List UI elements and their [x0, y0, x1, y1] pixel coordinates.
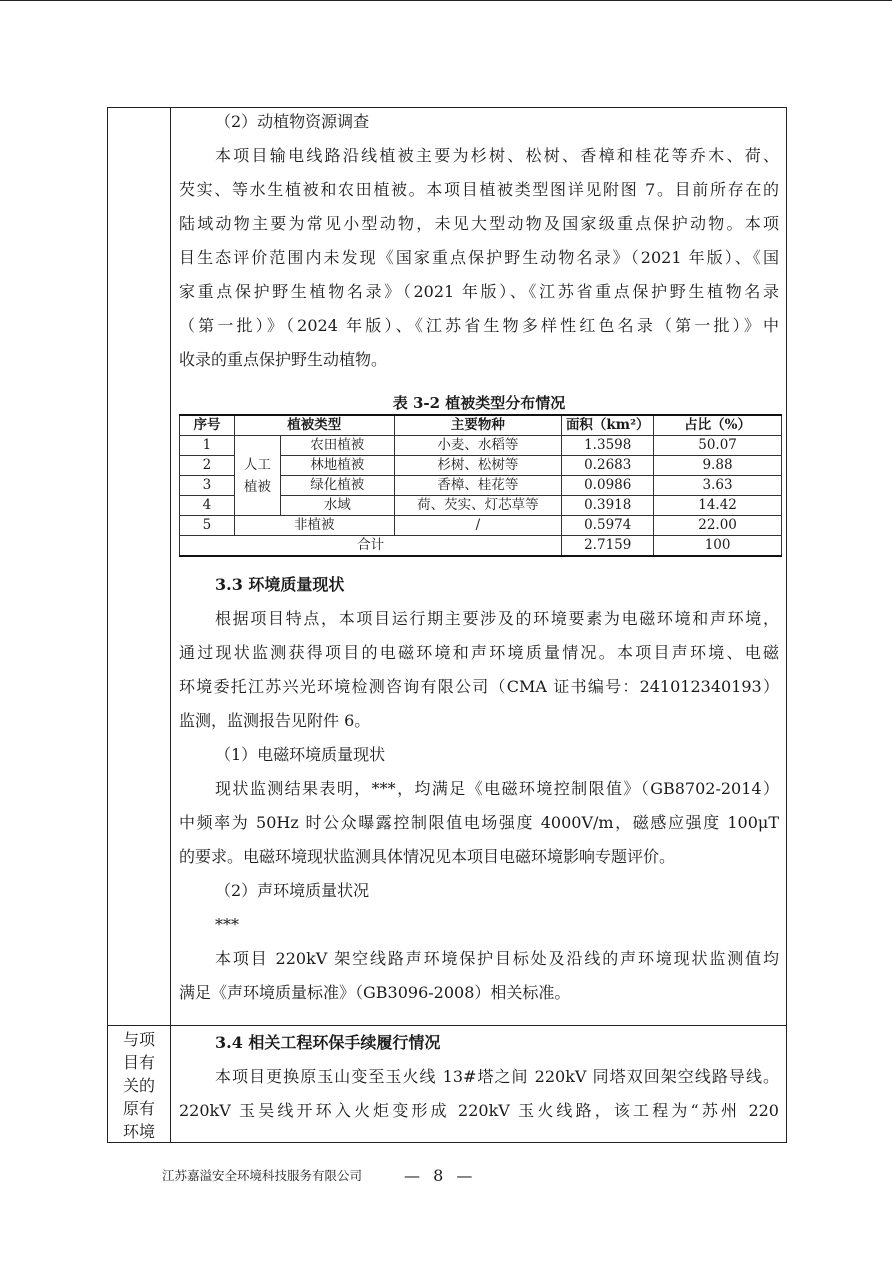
header-cell: 植被类型: [234, 415, 394, 436]
section-label-line: 目有: [122, 1053, 155, 1072]
cell-type: 农田植被: [280, 436, 394, 456]
page-number: — 8 —: [404, 1166, 477, 1185]
cell-no: 2: [180, 456, 235, 476]
cell-total-ratio: 100: [654, 536, 782, 557]
paragraph-line: 现状监测结果表明，***，均满足《电磁环境控制限值》（GB8702-2014）: [215, 779, 779, 798]
section-label-line: 与项: [122, 1030, 155, 1049]
cell-no: 4: [180, 496, 235, 516]
paragraph-line: 收录的重点保护野生动植物。: [179, 350, 388, 369]
cell-type: 林地植被: [280, 456, 394, 476]
page-top-border: [0, 0, 892, 1]
table-row: [180, 436, 782, 456]
paragraph-line: 中频率为 50Hz 时公众曝露控制限值电场强度 4000V/m，磁感应强度 100μT: [179, 813, 779, 832]
cell-area: 0.0986: [562, 476, 654, 496]
cell-species: /: [394, 516, 562, 536]
paragraph-line: 本项目输电线路沿线植被主要为杉树、松树、香樟和桂花等乔木、荷、: [215, 146, 779, 165]
section-label-line: 原有: [122, 1099, 155, 1118]
paragraph-line: 环境委托江苏兴光环境检测咨询有限公司（CMA 证书编号：241012340193）: [179, 677, 779, 696]
cell-ratio: 14.42: [654, 496, 782, 516]
cell-species: 杉树、松树等: [394, 456, 562, 476]
section-heading: 3.4 相关工程环保手续履行情况: [215, 1033, 441, 1052]
header-cell: 序号: [180, 415, 235, 436]
cell-type: 水域: [280, 496, 394, 516]
paragraph-line: （第一批）》（2024 年版）、《江苏省生物多样性红色名录（第一批）》中: [179, 316, 779, 335]
paragraph-line: 通过现状监测获得项目的电磁环境和声环境质量情况。本项目声环境、电磁: [179, 643, 779, 662]
section-label-line: 环境: [122, 1122, 155, 1141]
cell-ratio: 3.63: [654, 476, 782, 496]
flora-fauna-heading: （2）动植物资源调查: [215, 112, 370, 131]
cell-species: 小麦、水稻等: [394, 436, 562, 456]
cell-area: 0.2683: [562, 456, 654, 476]
subheading: （2）声环境质量状况: [215, 881, 370, 900]
paragraph-line: 满足《声环境质量标准》（GB3096-2008）相关标准。: [179, 983, 571, 1002]
cell-species: 荷、芡实、灯芯草等: [394, 496, 562, 516]
subheading: （1）电磁环境质量现状: [215, 745, 386, 764]
cell-area: 0.5974: [562, 516, 654, 536]
cell-ratio: 50.07: [654, 436, 782, 456]
column-divider: [170, 107, 171, 1143]
table-header-row: [180, 415, 782, 436]
paragraph-line: 目生态评价范围内未发现《国家重点保护野生动物名录》（2021 年版）、《国: [179, 248, 779, 267]
paragraph-line: 根据项目特点，本项目运行期主要涉及的环境要素为电磁环境和声环境，: [215, 609, 779, 628]
cell-no: 5: [180, 516, 235, 536]
env-quality-section: [179, 568, 779, 1010]
paragraph-line: 的要求。电磁环境现状监测具体情况见本项目电磁环境影响专题评价。: [179, 847, 676, 866]
related-project-section: [179, 1026, 779, 1128]
footer-company: 江苏嘉溢安全环境科技服务有限公司: [162, 1168, 363, 1183]
table-total-row: [180, 536, 782, 557]
cell-no: 3: [180, 476, 235, 496]
table-row: [180, 516, 782, 536]
header-cell: 占比（%）: [654, 415, 782, 436]
vegetation-table: [179, 414, 782, 557]
paragraph-line: 家重点保护野生植物名录》（2021 年版）、《江苏省重点保护野生植物名录: [179, 282, 779, 301]
paragraph-line: 本项目 220kV 架空线路声环境保护目标处及沿线的声环境现状监测值均: [215, 949, 779, 968]
cell-species: 香樟、桂花等: [394, 476, 562, 496]
paragraph-line: 220kV 玉吴线开环入火炬变形成 220kV 玉火线路，该工程为“苏州 220: [179, 1101, 779, 1120]
paragraph-line: ***: [215, 915, 239, 934]
flora-fauna-section: [179, 105, 779, 377]
cell-type: 非植被: [234, 516, 394, 536]
section-label: [109, 1028, 169, 1143]
cell-ratio: 22.00: [654, 516, 782, 536]
cell-ratio: 9.88: [654, 456, 782, 476]
cell-group-label: 人工 植被: [234, 436, 280, 516]
paragraph-line: 本项目更换原玉山变至玉火线 13#塔之间 220kV 同塔双回架空线路导线。: [215, 1067, 779, 1086]
header-cell: 面积（km²）: [562, 415, 654, 436]
paragraph-line: 芡实、等水生植被和农田植被。本项目植被类型图详见附图 7。目前所存在的: [179, 180, 779, 199]
cell-area: 1.3598: [562, 436, 654, 456]
table-caption: 表 3-2 植被类型分布情况: [392, 394, 566, 412]
cell-area: 0.3918: [562, 496, 654, 516]
header-cell: 主要物种: [394, 415, 562, 436]
paragraph-line: 监测，监测报告见附件 6。: [179, 711, 371, 730]
cell-type: 绿化植被: [280, 476, 394, 496]
paragraph-line: 陆域动物主要为常见小型动物，未见大型动物及国家级重点保护动物。本项: [179, 214, 779, 233]
cell-total-label: 合计: [180, 536, 562, 557]
cell-total-area: 2.7159: [562, 536, 654, 557]
cell-no: 1: [180, 436, 235, 456]
section-label-line: 关的: [122, 1076, 155, 1095]
section-heading: 3.3 环境质量现状: [215, 575, 345, 594]
